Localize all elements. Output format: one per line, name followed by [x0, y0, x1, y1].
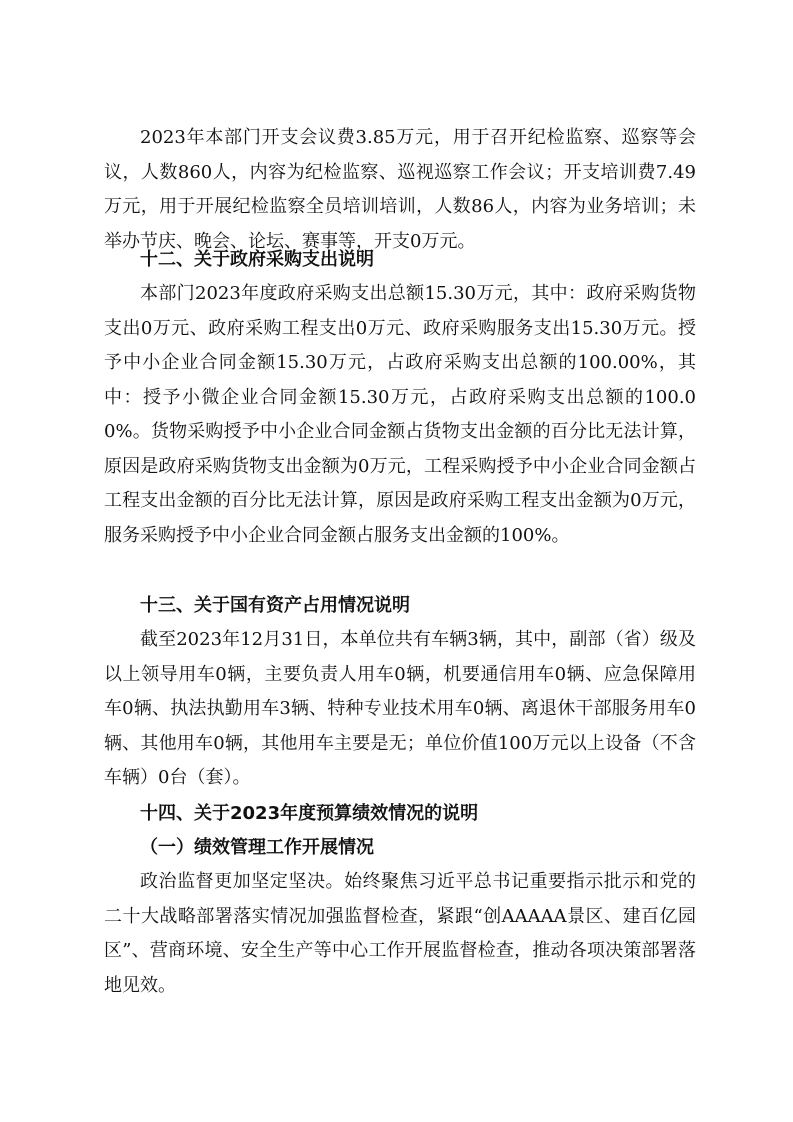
paragraph-performance-management: 政治监督更加坚定坚决。始终聚焦习近平总书记重要指示批示和党的二十大战略部署落实情况加强监督检查，紧跟“创AAAAA景区、建百亿园区”、营商环境、安全生产等中心工作开展监督检查，推动各项决策部署落地见效。	[104, 871, 696, 996]
paragraph-government-procurement: 本部门2023年度政府采购支出总额15.30万元，其中：政府采购货物支出0万元、政府采购工程支出0万元、政府采购服务支出15.30万元。授予中小企业合同金额15.30万元，占政府采购支出总额的100.00%，其中：授予小微企业合同金额15.30万元，占政府采购支出总额的100.00%。货物采购授予中小企业合同金额占货物支出金额的百分比无法计算，原因是政府采购货物支出金额为0万元，工程采购授予中小企业合同金额占工程支出金额的百分比无法计算，原因是政府采购工程支出金额为0万元，服务采购授予中小企业合同金额占服务支出金额的100%。	[104, 283, 696, 546]
paragraph-meeting-training-expenses: 2023年本部门开支会议费3.85万元，用于召开纪检监察、巡察等会议，人数860人，内容为纪检监察、巡视巡察工作会议；开支培训费7.49万元，用于开展纪检监察全员培训培训，人数86人，内容为业务培训；未举办节庆、晚会、论坛、赛事等，开支0万元。	[104, 127, 696, 252]
section-heading-budget-performance: 十四、关于2023年度预算绩效情况的说明	[140, 803, 479, 824]
section-heading-state-assets: 十三、关于国有资产占用情况说明	[140, 595, 410, 616]
section-heading-government-procurement: 十二、关于政府采购支出说明	[140, 249, 374, 270]
subheading-performance-management: （一）绩效管理工作开展情况	[140, 837, 374, 858]
paragraph-state-assets: 截至2023年12月31日，本单位共有车辆3辆，其中，副部（省）级及以上领导用车0辆，主要负责人用车0辆，机要通信用车0辆、应急保障用车0辆、执法执勤用车3辆、特种专业技术用车0辆、离退休干部服务用车0辆、其他用车0辆，其他用车主要是无；单位价值100万元以上设备（不含车辆）0台（套）。	[104, 629, 696, 788]
